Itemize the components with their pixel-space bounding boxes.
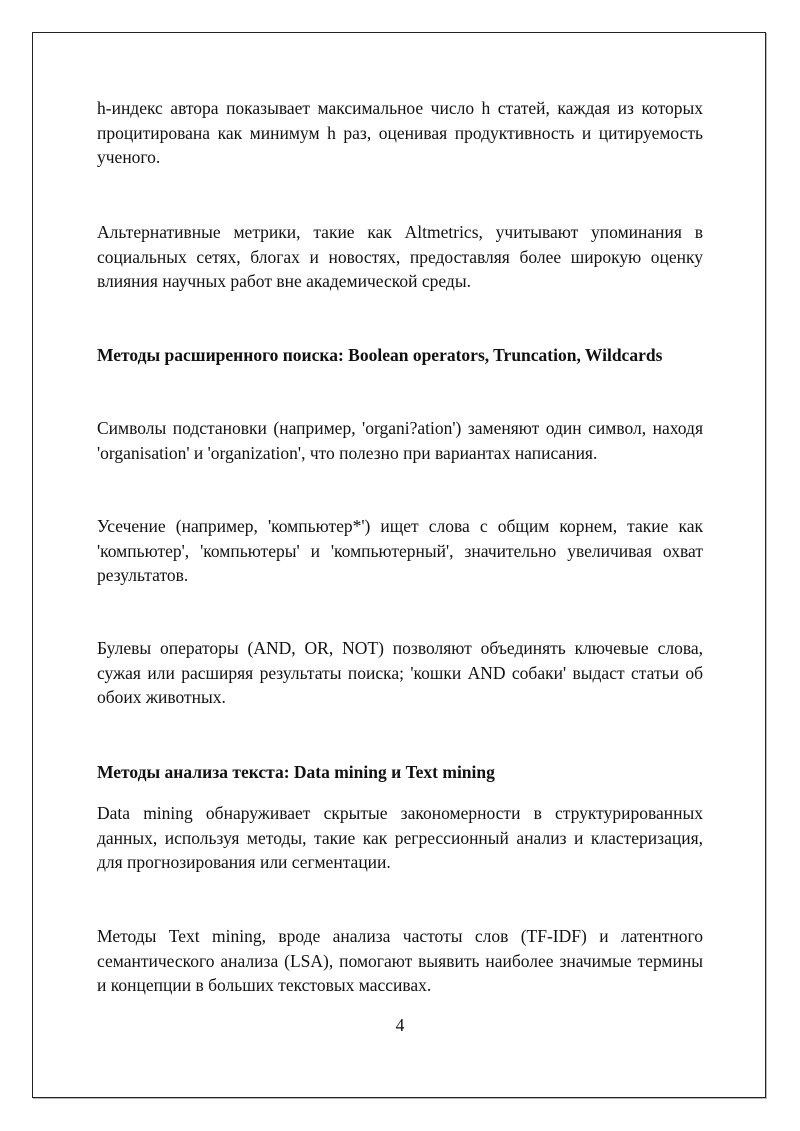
page-number: 4 xyxy=(395,1015,405,1035)
paragraph-altmetrics: Альтернативные метрики, такие как Altmetrics, учитывают упоминания в социальных сетях, блогах и новостях, предоставляя более широкую оценку влияния научных работ вне академической среды. xyxy=(97,222,703,291)
paragraph-wildcards: Символы подстановки (например, 'organi?ation') заменяют один символ, находя 'organisation' и 'organization', что полезно при вариантах написания. xyxy=(97,418,703,463)
paragraph-h-index: h-индекс автора показывает максимальное число h статей, каждая из которых процитирована как минимум h раз, оценивая продуктивность и цитируемость ученого. xyxy=(97,98,703,167)
paragraph-text-mining: Методы Text mining, вроде анализа частоты слов (TF-IDF) и латентного семантического анализа (LSA), помогают выявить наиболее значимые термины и концепции в больших текстовых массивах. xyxy=(97,926,703,995)
heading-text-analysis: Методы анализа текста: Data mining и Text mining xyxy=(97,762,495,782)
heading-advanced-search: Методы расширенного поиска: Boolean operators, Truncation, Wildcards xyxy=(97,345,663,365)
paragraph-data-mining: Data mining обнаруживает скрытые закономерности в структурированных данных, используя методы, такие как регрессионный анализ и кластеризация, для прогнозирования или сегментации. xyxy=(97,803,703,872)
paragraph-boolean: Булевы операторы (AND, OR, NOT) позволяют объединять ключевые слова, сужая или расширяя результаты поиска; 'кошки AND собаки' выдаст статьи об обоих животных. xyxy=(97,638,703,707)
paragraph-truncation: Усечение (например, 'компьютер*') ищет слова с общим корнем, такие как 'компьютер', 'компьютеры' и 'компьютерный', значительно увеличивая охват результатов. xyxy=(97,516,703,585)
